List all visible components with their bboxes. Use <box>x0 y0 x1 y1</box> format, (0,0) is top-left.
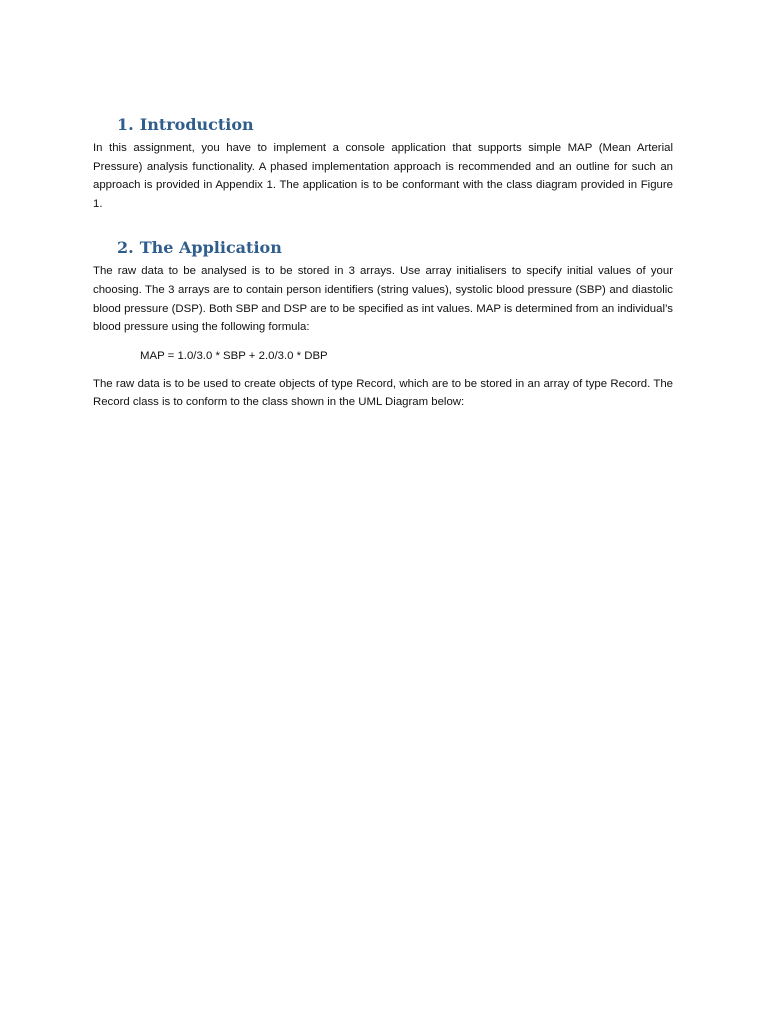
map-formula: MAP = 1.0/3.0 * SBP + 2.0/3.0 * DBP <box>140 349 328 362</box>
application-paragraph-1: The raw data to be analysed is to be stored in 3 arrays. Use array initialisers to specify initial values of your choosing. The 3 arrays are to contain person identifiers (string values), systolic blood pressure (SBP) and diastolic blood pressure (DSP). Both SBP and DSP are to be specified as int values. MAP is determined from an individual’s blood pressure using the following formula: <box>93 265 673 334</box>
document-body <box>93 114 673 436</box>
section-heading-introduction <box>93 114 673 136</box>
section-the-application <box>93 237 673 412</box>
section-introduction <box>93 114 673 213</box>
section-number: 2. <box>117 238 134 258</box>
application-paragraph-2: The raw data is to be used to create objects of type Record, which are to be stored in an array of type Record. The Record class is to conform to the class shown in the UML Diagram below: <box>93 377 673 409</box>
section-heading-the-application <box>93 237 673 259</box>
section-title: The Application <box>139 238 282 258</box>
section-number: 1. <box>117 115 134 134</box>
section-title: Introduction <box>139 115 254 134</box>
introduction-paragraph: In this assignment, you have to implement a console application that supports simple MAP (Mean Arterial Pressure) analysis functionality. A phased implementation approach is recommended and an outline for such an approach is provided in Appendix 1. The application is to be conformant with the class diagram provided in Figure 1. <box>93 142 673 210</box>
